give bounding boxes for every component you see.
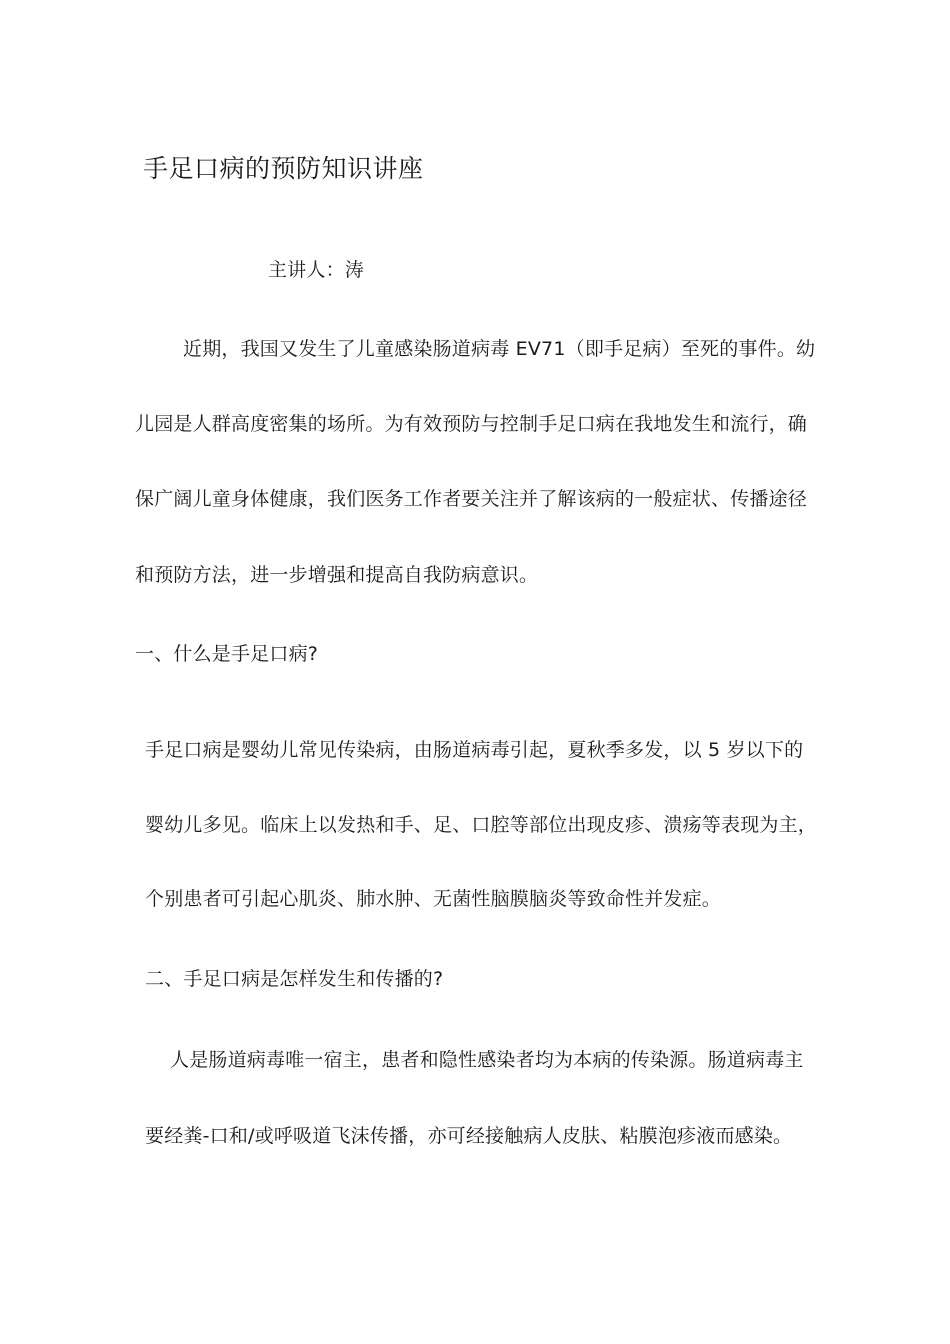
intro-line-2: 儿园是人群高度密集的场所。为有效预防与控制手足口病在我地发生和流行，确 [135,413,808,435]
section-1-line-1: 手足口病是婴幼儿常见传染病，由肠道病毒引起，夏秋季多发，以 5 岁以下的 [145,739,804,761]
speaker-line: 主讲人：涛 [268,259,365,281]
section-1-line-2: 婴幼儿多见。临床上以发热和手、足、口腔等部位出现皮疹、溃疡等表现为主， [145,814,818,836]
intro-line-4: 和预防方法，进一步增强和提高自我防病意识。 [135,564,539,586]
section-2-line-2: 要经粪-口和/或呼吸道飞沫传播，亦可经接触病人皮肤、粘膜泡疹液而感染。 [145,1125,793,1147]
intro-line-3: 保广阔儿童身体健康，我们医务工作者要关注并了解该病的一般症状、传播途径 [135,488,808,510]
section-2-line-1: 人是肠道病毒唯一宿主，患者和隐性感染者均为本病的传染源。肠道病毒主 [170,1049,804,1071]
section-2-heading: 二、手足口病是怎样发生和传播的? [145,968,444,990]
intro-line-1: 近期，我国又发生了儿童感染肠道病毒 EV71（即手足病）至死的事件。幼 [183,338,816,360]
section-1-line-3: 个别患者可引起心肌炎、肺水肿、无菌性脑膜脑炎等致命性并发症。 [145,888,722,910]
document-title: 手足口病的预防知识讲座 [143,154,424,183]
section-1-heading: 一、什么是手足口病? [135,643,319,665]
